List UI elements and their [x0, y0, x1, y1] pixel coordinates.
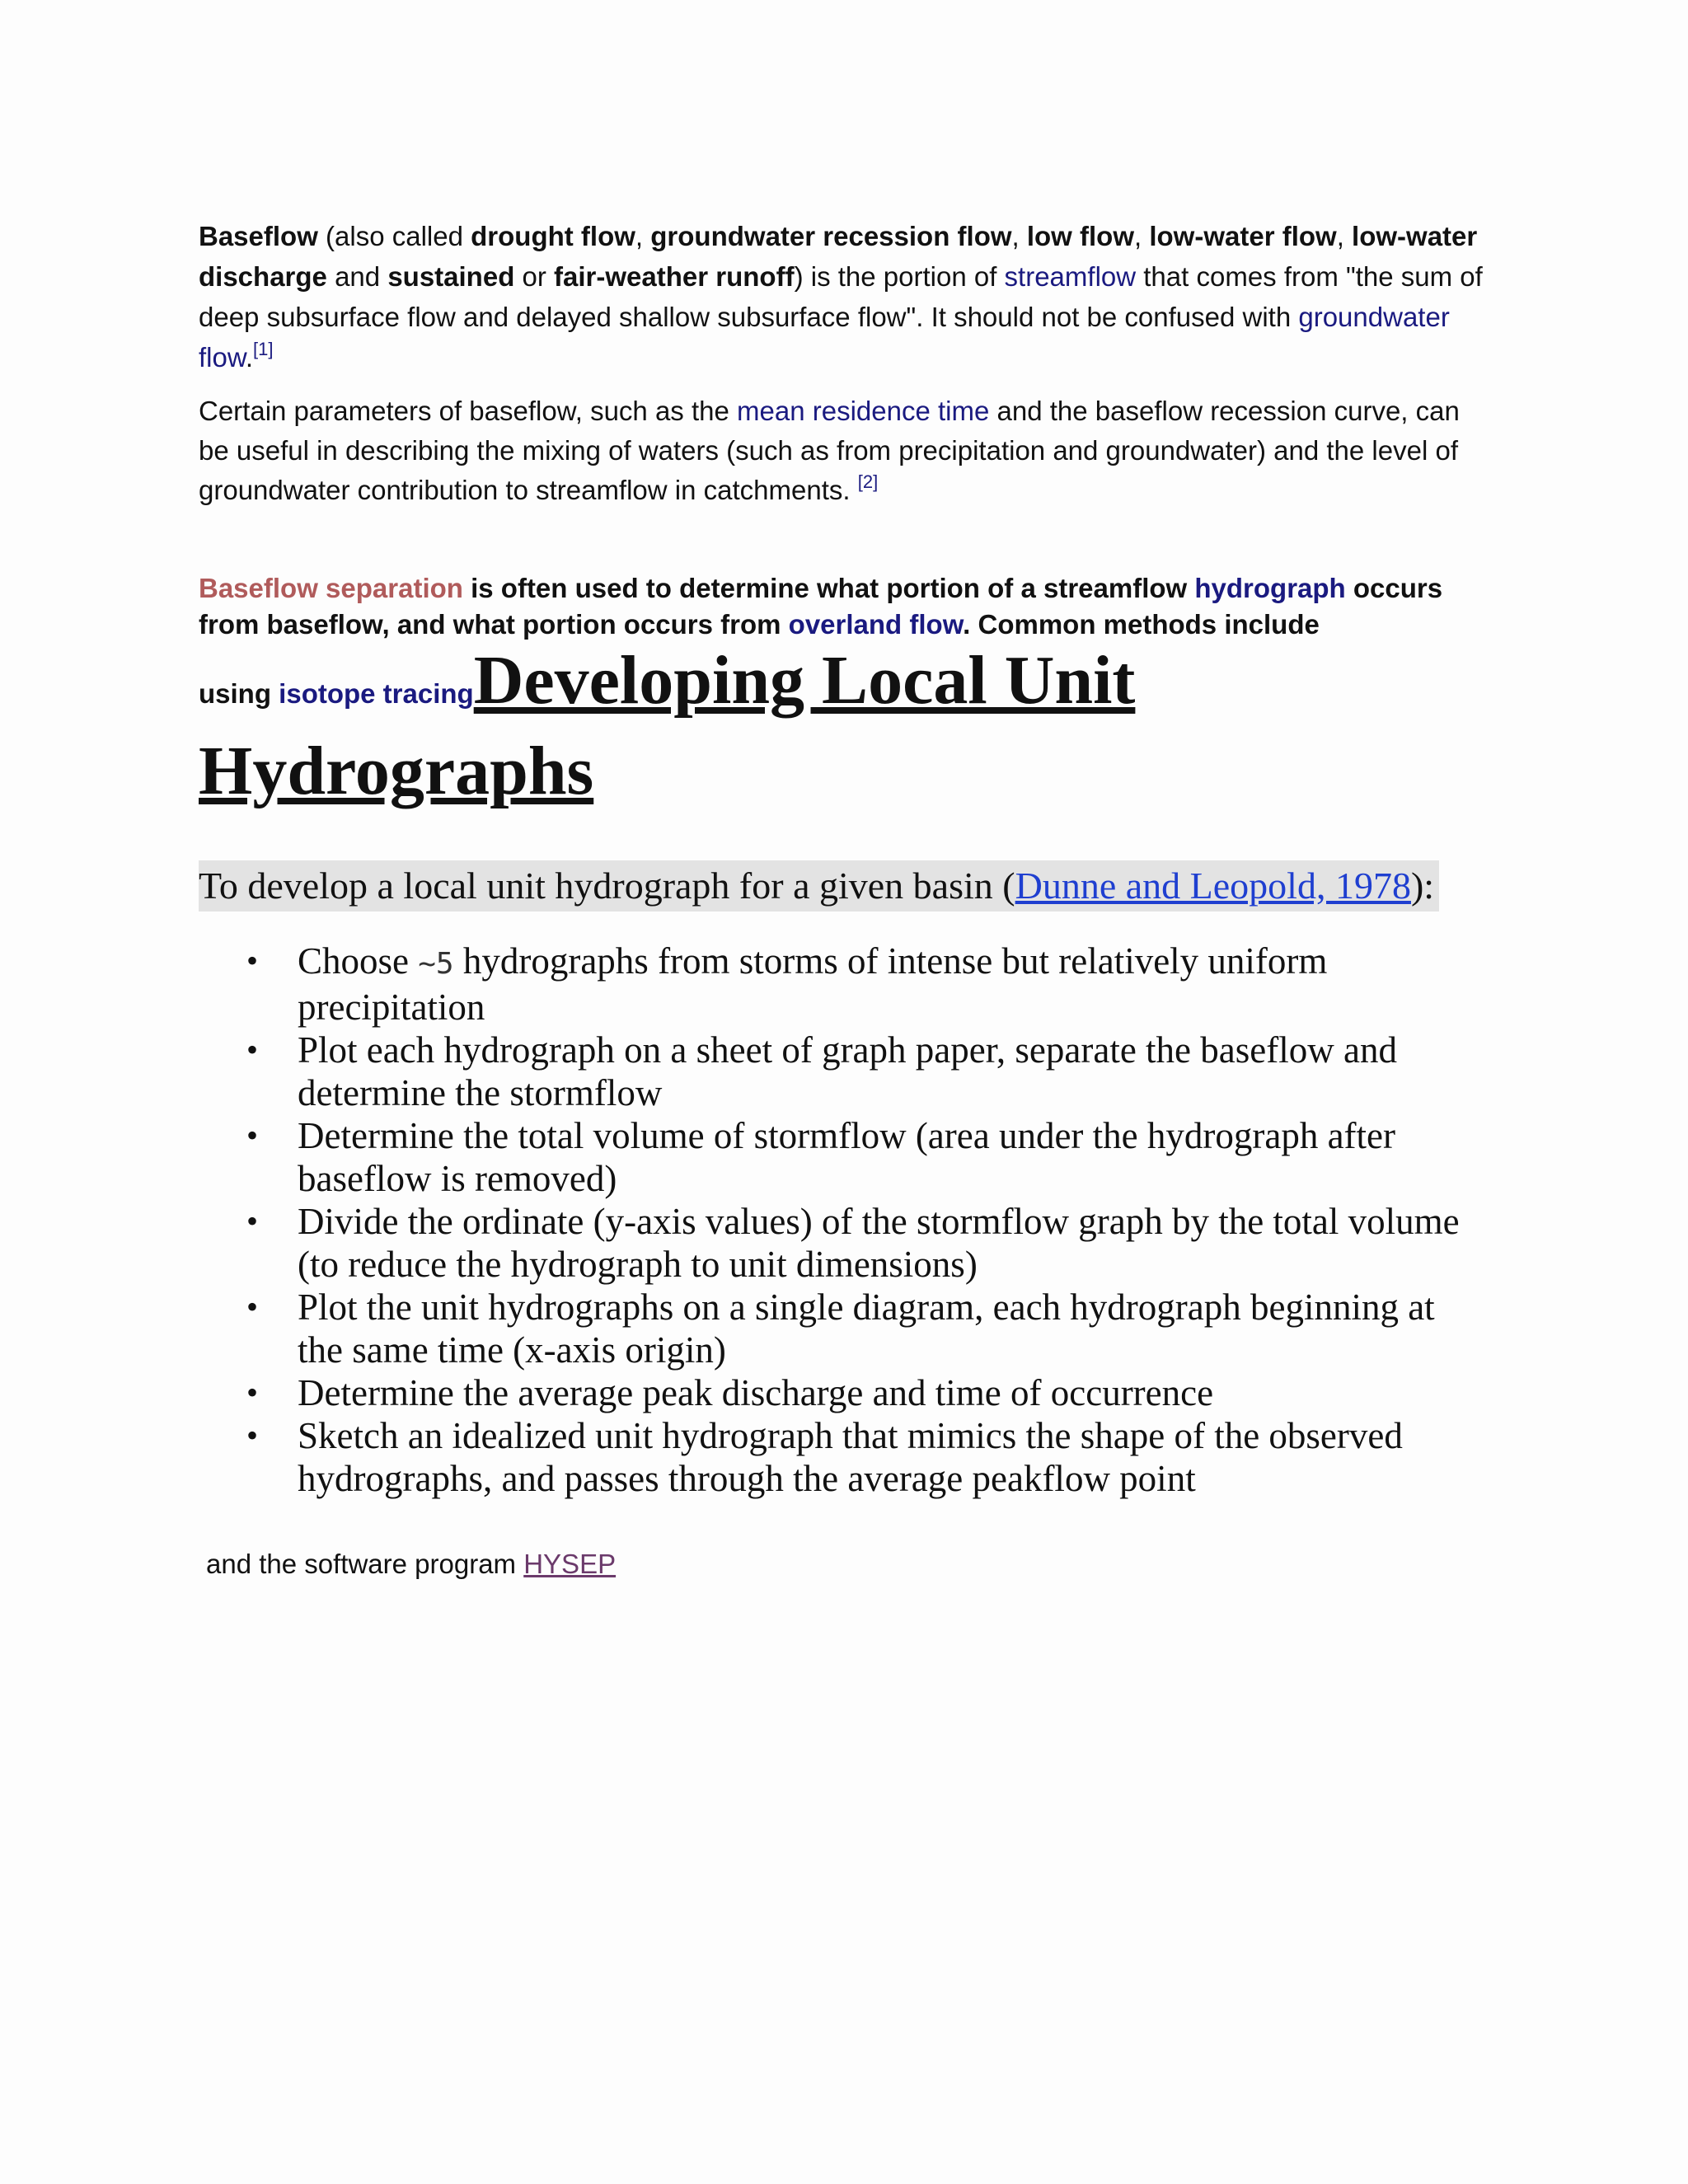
reference-2[interactable]: [2]: [857, 471, 879, 492]
list-item: • Determine the average peak discharge and time of occurrence: [199, 1371, 1484, 1414]
text-run: ,: [1011, 221, 1027, 251]
term-low-water-discharge: low-water discharge: [199, 221, 1478, 292]
text-run: and: [326, 261, 388, 292]
term-low-flow: low flow: [1026, 221, 1135, 251]
text-run: Choose: [298, 940, 419, 982]
approx-five-math: ~5: [418, 947, 454, 981]
term-sustained: sustained: [387, 261, 515, 292]
term-baseflow: Baseflow: [199, 221, 318, 251]
link-mean-residence-time[interactable]: mean residence time: [737, 396, 990, 426]
text-run: occurs from baseflow, and what portion occurs from: [199, 573, 1443, 640]
text-run: To develop a local unit hydrograph for a given basin (: [199, 865, 1015, 907]
link-streamflow[interactable]: streamflow: [1004, 261, 1137, 292]
section-heading-line2: Hydrographs: [199, 733, 594, 809]
link-hysep[interactable]: HYSEP: [523, 1549, 617, 1579]
text-run: Certain parameters of baseflow, such as the: [199, 396, 738, 426]
text-run: ,: [1336, 221, 1353, 251]
software-line: [206, 1544, 616, 1584]
separation-methods-line: [199, 643, 1600, 732]
text-run: is often used to determine what portion of a streamflow: [462, 573, 1195, 603]
baseflow-parameters-paragraph: [199, 391, 1493, 510]
term-groundwater-recession-flow: groundwater recession flow: [650, 221, 1012, 251]
text-run: and the baseflow recession curve, can be useful in describing the mixing of waters (such as from precipitation and groundwater) and the level of groundwater contribution to streamflow in catchments.: [199, 396, 1460, 505]
section-heading-line1: Developing Local Unit: [473, 642, 1136, 719]
text-run: ) is the portion of: [794, 261, 1005, 292]
unit-hydrograph-intro: [199, 860, 1439, 912]
link-groundwater-flow[interactable]: groundwater flow: [199, 302, 1450, 373]
unit-hydrograph-steps-list: [199, 940, 1484, 1500]
term-fair-weather-runoff: fair-weather runoff: [554, 261, 795, 292]
text-run: that comes from "the sum of deep subsurface flow and delayed shallow subsurface flow". It should not be confused with: [199, 261, 1483, 332]
list-item: • Determine the total volume of stormflow (area under the hydrograph after baseflow is removed): [199, 1114, 1484, 1200]
text-run: hydrographs from storms of intense but relatively uniform precipitation: [298, 940, 1328, 1028]
text-run: using: [199, 678, 279, 709]
baseflow-separation-paragraph: [199, 570, 1484, 643]
list-item: [199, 940, 1484, 1029]
list-item: • Plot each hydrograph on a sheet of graph paper, separate the baseflow and determine the stormflow: [199, 1029, 1484, 1114]
link-hydrograph[interactable]: hydrograph: [1194, 573, 1346, 603]
term-drought-flow: drought flow: [471, 221, 635, 251]
text-run: ,: [635, 221, 651, 251]
text-run: .: [245, 342, 254, 373]
list-item: • Plot the unit hydrographs on a single diagram, each hydrograph beginning at the same time (x-axis origin): [199, 1286, 1484, 1371]
text-run: (also called: [317, 221, 471, 251]
text-run: or: [514, 261, 555, 292]
link-isotope-tracing[interactable]: isotope tracing: [279, 678, 474, 709]
link-overland-flow[interactable]: overland flow: [788, 609, 964, 640]
text-run: ,: [1134, 221, 1150, 251]
text-run: . Common methods include: [963, 609, 1320, 640]
text-run: ):: [1410, 865, 1435, 907]
link-baseflow-separation[interactable]: Baseflow separation: [199, 573, 463, 603]
reference-1[interactable]: [1]: [253, 339, 274, 359]
link-dunne-leopold-1978[interactable]: Dunne and Leopold, 1978: [1015, 865, 1411, 907]
baseflow-definition-paragraph: [199, 216, 1484, 377]
list-item: • Divide the ordinate (y-axis values) of the stormflow graph by the total volume (to reduce the hydrograph to unit dimensions): [199, 1200, 1484, 1286]
list-item: • Sketch an idealized unit hydrograph that mimics the shape of the observed hydrographs, and passes through the average peakflow point: [199, 1414, 1484, 1500]
term-low-water-flow: low-water flow: [1149, 221, 1337, 251]
text-run: and the software program: [206, 1549, 524, 1579]
